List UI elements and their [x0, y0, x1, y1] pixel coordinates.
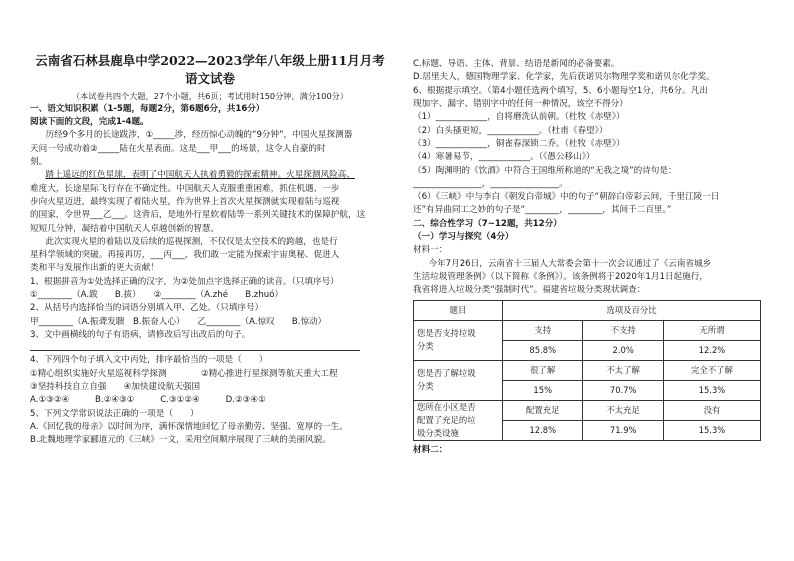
question-5: 5、下列文学常识说法正确的一项是（ ）: [30, 408, 199, 419]
question-2: 2、从括号内选择恰当的词语分别填入甲、乙处。（只填序号）: [30, 303, 264, 314]
table-row: [414, 400, 761, 420]
reading-intro: 阅读下面的文段，完成1-4题。: [30, 117, 149, 128]
question-cell-text: 您是否支持垃圾: [417, 328, 476, 339]
section-1-heading: 一、语文知识积累（1-5题，每题2分，第6题6分，共16分）: [30, 103, 265, 114]
passage-line: 星科学领域的突破。再接再厉，___丙___，我们敢一定能为探索宇宙奥秘、促进人: [30, 250, 340, 261]
passage-line: 历经9个多月的长途跋涉，①_____涉，经历惊心动魄的“9分钟”，中国火星探测器: [45, 130, 353, 141]
passage-line: 此次实现火星的着陆以及后续的巡视探测，不仅仅是太空技术的跨越，也是行: [45, 236, 338, 247]
option-cell: 不太充足: [583, 400, 663, 420]
table-row: [414, 320, 761, 340]
option-cell: 不太了解: [583, 360, 663, 380]
table-header-row: [414, 300, 761, 320]
option-cell: 不支持: [583, 320, 663, 340]
exam-info: （本试卷共四个大题，27个小题，共6页；考试用时150分钟，满分100分）: [71, 91, 349, 101]
question-5-option-a: A.《回忆我的母亲》以时间为序，满怀深情地回忆了母亲勤劳、坚强、宽厚的一生。: [30, 421, 348, 432]
question-cell-text: 您是否了解垃圾: [417, 368, 476, 379]
question-cell-text: 分类: [417, 341, 434, 352]
question-1-options: ①________（A.跋 B.拔） ②________（A.zhé B.zhuó）: [30, 290, 284, 301]
fill-item-5-blanks: ________________，________________。: [413, 178, 568, 189]
fill-item-5: （5）陶渊明的《饮酒》中符合王国维所称道的“无我之境”的诗句是：: [413, 165, 677, 176]
header-topic: 题目: [414, 300, 503, 320]
question-1: 1、根据拼音为①处选择正确的汉字，为②处加点字选择正确的读音。（只填序号）: [30, 276, 339, 287]
value-cell: 15%: [503, 380, 583, 400]
exam-title: [30, 52, 390, 88]
question-6: 6、根据提示填空。（第4小题任选两个填写，5、6小题每空1分，共6分。凡出: [413, 85, 708, 96]
question-cell-text: 分类: [417, 381, 434, 392]
passage-line: 难度大，长途星际飞行存在不确定性。中国航天人克服重重困难，抓住机遇、一步: [30, 183, 340, 194]
value-cell: 12.8%: [503, 420, 583, 440]
fill-item-4: （4）寒暑易节，____________。（《愚公移山》）: [413, 152, 595, 163]
question-4-line-2: ③坚持科技自立自强 ④加快建设航天强国: [30, 381, 201, 392]
right-column: [413, 58, 767, 457]
option-cell: 无所谓: [663, 320, 760, 340]
question-cell: [414, 320, 503, 360]
question-4-options: A.①③②④ B.②④③① C.③①②④ D.②③④①: [30, 395, 266, 406]
passage-line: 短短几分钟，凝结着中国航天人卓越创新的智慧。: [30, 223, 220, 234]
question-cell-text: 圾分类设施: [417, 427, 459, 438]
fill-item-6: （6）《三峡》中与李白《朝发白帝城》中的句子“朝辞白帝彩云间，千里江陵一日: [413, 192, 720, 203]
question-5-option-d: D.居里夫人，德国物理学家、化学家，先后获诺贝尔物理学奖和诺贝尔化学奖。: [413, 72, 715, 83]
section-2-heading: 二、综合性学习（7~12题，共12分）: [413, 218, 562, 229]
passage-line: 的国家，令世界___乙___。这背后，是地外行星软着陆等一系列关键技术的保障护航，这: [30, 210, 366, 221]
option-cell: 很了解: [503, 360, 583, 380]
question-3: 3、文中画横线的句子有语病，请修改后写出改后的句子。: [30, 330, 251, 341]
option-cell: 配置充足: [503, 400, 583, 420]
question-2-options: 甲________（A.振聋发聩 B.振奋人心） 乙________（A.惊叹 B.惊动）: [30, 316, 327, 327]
question-4-line-1: ①精心组织实施好火星巡视科学探测 ②精心推进行星探测等航天重大工程: [30, 368, 338, 379]
passage-underlined-sentence: 踏上遥远的红色星球，表明了中国航天人执着勇毅的探索精神。火星探测风险高、: [45, 170, 355, 181]
value-cell: 2.0%: [583, 340, 663, 360]
question-cell-text: 您所在小区是否: [417, 401, 476, 412]
table-row: [414, 360, 761, 380]
option-cell: 支持: [503, 320, 583, 340]
header-options: 选项及百分比: [503, 300, 761, 320]
fill-item-1: （1）____________，自将磨洗认前朝。（杜牧《赤壁》）: [413, 112, 625, 123]
answer-line[interactable]: [30, 342, 360, 351]
material-2-label: 材料二：: [413, 444, 448, 455]
question-cell-text: 配置了充足的垃: [417, 414, 476, 425]
material-1-text: 今年7月26日，云南省十三届人大常委会第十一次会议通过了《云南省城乡: [428, 258, 712, 269]
value-cell: 12.2%: [663, 340, 760, 360]
question-4: 4、下列四个句子填入文中丙处，排序最恰当的一项是（ ）: [30, 355, 268, 366]
left-column: [30, 90, 390, 448]
question-6-cont: 现加字、漏字、错别字中的任何一种情况，该空不得分）: [413, 98, 628, 109]
question-5-option-b: B.北魏地理学家郦道元的《三峡》一文，采用空间顺序展现了三峡的美丽风貌。: [30, 435, 331, 446]
material-1-text: 生活垃圾管理条例》（以下简称《条例》）。该条例将于2020年1月1日起施行，: [413, 272, 708, 282]
fill-item-2: （2）白头搔更短，____________。（杜甫《春望》）: [413, 125, 608, 136]
material-1-text: 我省将进入垃圾分类“强制时代”。福建省垃圾分类现状调查：: [413, 285, 646, 296]
passage-line: 步向火星迈进，最终实现了着陆火星，作为世界上首次火星探测就实现着陆与巡视: [30, 196, 340, 207]
passage-line: 天问一号成功着②_____陆在火星表面。这是___甲___的场景，这令人自豪的时: [30, 143, 326, 154]
title-line-2: 语文试卷: [184, 71, 235, 87]
question-5-option-c: C.标题、导语、主体、背景、结语是新闻的必备要素。: [413, 59, 620, 69]
question-cell: [414, 360, 503, 400]
title-line-1: 云南省石林县鹿阜中学2022—2023学年八年级上册11月月考: [35, 53, 385, 68]
value-cell: 15.3%: [663, 380, 760, 400]
value-cell: 71.9%: [583, 420, 663, 440]
value-cell: 85.8%: [503, 340, 583, 360]
passage-line: 刻。: [30, 156, 48, 167]
option-cell: 完全不了解: [663, 360, 760, 380]
fill-item-6-cont: 还”有异曲同工之妙的句子是“________，________，其间千二百里。”: [413, 205, 672, 216]
subsection-heading: （一）学习与探究（4分）: [413, 232, 514, 243]
fill-item-3: （3）____________，铜雀春深锁二乔。（杜牧《赤壁》）: [413, 138, 625, 149]
option-cell: 没有: [663, 400, 760, 420]
material-1-label: 材料一：: [413, 245, 448, 256]
value-cell: 15.3%: [663, 420, 760, 440]
value-cell: 70.7%: [583, 380, 663, 400]
survey-table: [413, 300, 761, 441]
passage-line: 类和平与发展作出新的更大贡献！: [30, 263, 159, 274]
reading-passage: [30, 129, 390, 275]
question-cell: [414, 400, 503, 440]
